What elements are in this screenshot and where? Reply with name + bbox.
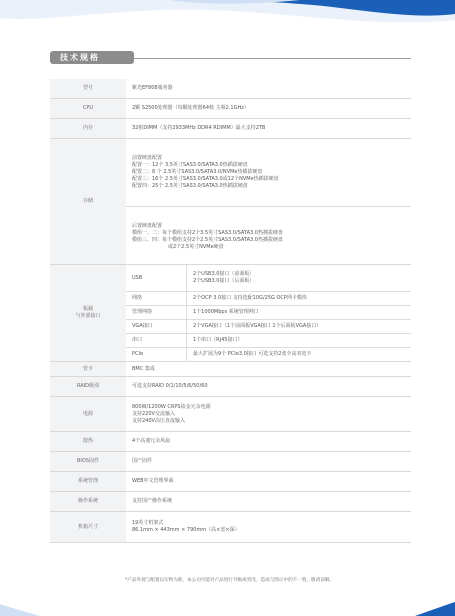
row-value: 支持国产操作系统 [126, 492, 411, 512]
row-value: WEB中文管理界面 [126, 472, 411, 492]
storage-rear-config [126, 217, 411, 257]
row-value: 国产固件 [126, 452, 411, 472]
row-label: 管卡 [50, 362, 126, 377]
row-value: 可选支持RAID 0/1/10/5/6/50/60 [126, 377, 411, 397]
row-label: 存储 [50, 139, 126, 265]
header-wave-decoration [0, 0, 455, 40]
storage-front-line: 配置一：12个 3.5英寸SAS3.0/SATA3.0热插拔硬盘 [132, 161, 248, 168]
io-subtable [126, 265, 411, 361]
power-line: 支持240V高压直流输入 [132, 417, 185, 424]
io-row-network [126, 292, 411, 306]
row-value: 32根DIMM（支持2933MHz DDR4 RDIMM）最大支持2TB [126, 119, 411, 139]
section-header [46, 48, 411, 66]
spec-row-cooling [50, 432, 411, 452]
storage-front-line: 配置四：25个 2.5英寸SAS3.0/SATA3.0热插拔硬盘 [132, 182, 248, 189]
footer-wave-left [0, 598, 40, 616]
section-title: 技术规格 [60, 53, 100, 62]
io-block [126, 265, 411, 362]
io-value [187, 265, 412, 292]
row-value: 4个高速冗余风扇 [126, 432, 411, 452]
row-label: 散热 [50, 432, 126, 452]
storage-front-config [126, 147, 411, 196]
storage-block [126, 139, 411, 265]
storage-rear-line: 或2个2.5英寸NVMe硬盘 [168, 243, 224, 250]
io-value-line: 2个USB3.0接口（后面板） [193, 278, 255, 284]
spec-row-sysmgmt [50, 472, 411, 492]
row-value [126, 397, 411, 432]
row-value: 2颗 S2500处理器（每颗处理器64核 主频2.1GHz） [126, 99, 411, 119]
spec-row-bios [50, 452, 411, 472]
storage-front-line: 配置三：16个 2.5英寸SAS3.0/SATA3.0或12个NVMe热插拔硬盘 [132, 175, 279, 182]
row-label: 内存 [50, 119, 126, 139]
row-value: BMC 集成 [126, 362, 411, 377]
chassis-line: 19英寸机架式 [132, 520, 164, 526]
row-label-io [50, 265, 126, 362]
storage-rear-line: 模组一、二：每个模组支持2个3.5英寸SAS3.0/SATA3.0热插拔硬盘 [132, 229, 283, 236]
io-name: USB [126, 265, 187, 292]
io-row-vga [126, 320, 411, 334]
storage-divider [126, 206, 411, 207]
row-label: CPU [50, 99, 126, 119]
row-label: 操作系统 [50, 492, 126, 512]
power-line: 800W/1200W CRPS铂金冗余电源 [132, 403, 211, 410]
row-value [126, 512, 411, 543]
io-value: 2个VGA接口（1个前面板VGA接口 1个后面板VGA接口） [187, 320, 412, 334]
spec-row-cpu [50, 99, 411, 119]
storage-front-line: 配置二：8 个 2.5英寸SAS3.0/SATA3.0/NVMe热插拔硬盘 [132, 168, 263, 175]
spec-row-io [50, 265, 411, 362]
footer-wave-right [415, 598, 455, 616]
row-label: 系统管理 [50, 472, 126, 492]
power-line: 支持220V交流输入 [132, 410, 175, 417]
io-row-mgmt-network [126, 306, 411, 320]
footnote: *产品外观与配置以实物为准，本公司可能对产品进行升级或更改，造成与图示中的不一致，敬请谅解。 [125, 578, 335, 583]
row-label: RAID级别 [50, 377, 126, 397]
spec-table [50, 79, 411, 543]
storage-rear-title: 后置硬盘配置 [132, 222, 163, 229]
row-label: 机箱尺寸 [50, 512, 126, 543]
row-label: 电源 [50, 397, 126, 432]
section-title-rule [134, 58, 411, 59]
spec-row-storage [50, 139, 411, 265]
io-value: 最大扩展为9个 PCIe3.0接口 可选支持2张全高双宽卡 [193, 351, 312, 357]
io-row-pcie [126, 348, 411, 362]
spec-row-power [50, 397, 411, 432]
io-value: 1个1000Mbps 系统管理网口 [187, 306, 412, 320]
storage-front-title: 前置硬盘配置 [132, 154, 163, 161]
io-name: 管理网络 [126, 306, 187, 320]
row-label: 型号 [50, 79, 126, 99]
io-value: 2个OCP 3.0接口 支持选配10G/25G OCP网卡模块 [187, 292, 412, 306]
spec-row-chassis [50, 512, 411, 543]
io-label-line: 与外部接口 [75, 313, 101, 319]
spec-row-os [50, 492, 411, 512]
io-name: 网络 [126, 292, 187, 306]
spec-row-raid [50, 377, 411, 397]
spec-row-memory [50, 119, 411, 139]
storage-rear-line: 模组三、四：每个模组支持2个2.5英寸SAS3.0/SATA3.0热插拔硬盘 [132, 236, 283, 243]
io-label-line: 板载 [82, 306, 93, 312]
spec-row-model [50, 79, 411, 99]
io-value-line: 2个USB3.0接口（前面板） [193, 271, 255, 277]
row-label: BIOS固件 [50, 452, 126, 472]
io-row-serial [126, 334, 411, 348]
io-row-usb [126, 265, 411, 292]
spec-row-mgmt-card [50, 362, 411, 377]
io-name: VGA接口 [126, 320, 187, 334]
io-value: 1个串口（RJ45接口） [187, 334, 412, 348]
io-name: 串口 [126, 334, 187, 348]
row-value: 紫光EF808服务器 [126, 79, 411, 99]
chassis-line: 86.1mm × 443mm × 790mm（高×宽×深） [132, 527, 240, 533]
io-name: PCIe [126, 348, 187, 362]
